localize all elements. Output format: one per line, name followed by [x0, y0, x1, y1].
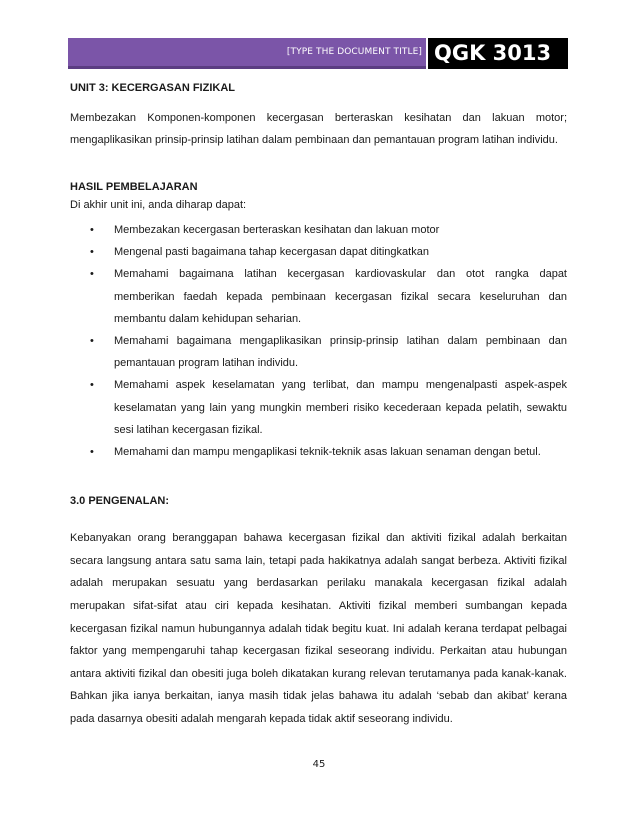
list-item: • Membezakan kecergasan berteraskan kesihatan dan lakuan motor: [70, 219, 567, 241]
unit-heading: UNIT 3: KECERGASAN FIZIKAL: [70, 82, 235, 94]
header-title-band: [68, 38, 426, 69]
intro-heading: 3.0 PENGENALAN:: [70, 495, 170, 508]
list-item: • Memahami dan mampu mengaplikasi teknik-teknik asas lakuan senaman dengan betul.: [70, 441, 567, 463]
outcomes-heading: HASIL PEMBELAJARAN: [70, 181, 198, 193]
outcomes-list: [70, 219, 567, 463]
outcomes-intro: Di akhir unit ini, anda diharap dapat:: [70, 199, 247, 211]
spacer: [70, 151, 567, 181]
list-item: • Mengenal pasti bagaimana tahap kecergasan dapat ditingkatkan: [70, 241, 567, 263]
list-item: • Memahami bagaimana mengaplikasikan prinsip-prinsip latihan dalam pembinaan dan pemantauan program latihan individu.: [70, 330, 567, 374]
course-code: QGK 3013: [428, 38, 568, 69]
document-title-placeholder: [TYPE THE DOCUMENT TITLE]: [286, 47, 422, 57]
page-body: [70, 82, 567, 731]
intro-body: Kebanyakan orang beranggapan bahawa kecergasan fizikal dan aktiviti fizikal adalah berkaitan secara langsung antara satu sama lain, tetapi pada hakikatnya adalah sangat berbeza. Aktiviti fizikal adalah merupakan sesuatu yang berdasarkan perilaku manakala kecergasan fizikal adalah merupakan sifat-sifat atau ciri kepada kesihatan. Aktiviti fizikal memberi sumbangan kepada kecergasan fizikal namun hubungannya adalah tidak begitu kuat. Ini adalah kerana terdapat pelbagai faktor yang mempengaruhi tahap kecergasan fizikal seseorang individu. Perkaitan atau hubungan antara aktiviti fizikal dan obesiti juga boleh dikatakan kurang relevan terutamanya pada kanak-kanak. Bahkan jika ianya berkaitan, ianya masih tidak jelas bahawa itu adalah ‘sebab dan akibat’ kerana pada dasarnya obesiti adalah mengarah kepada tidak aktif seseorang individu.: [70, 532, 567, 725]
list-item: • Memahami bagaimana latihan kecergasan kardiovaskular dan otot rangka dapat memberikan faedah kepada pembinaan kecergasan fizikal secara keseluruhan dan membantu dalam kehidupan seharian.: [70, 263, 567, 330]
page-header: [68, 38, 568, 69]
unit-summary: Membezakan Komponen-komponen kecergasan berteraskan kesihatan dan lakuan motor; mengaplikasikan prinsip-prinsip latihan dalam pembinaan dan pemantauan program latihan individu.: [70, 112, 567, 146]
list-item: • Memahami aspek keselamatan yang terlibat, dan mampu mengenalpasti aspek-aspek keselamatan yang lain yang mungkin memberi risiko kecederaan kepada pelatih, sewaktu sesi latihan kecergasan fizikal.: [70, 374, 567, 441]
page-number: 45: [312, 759, 326, 770]
spacer: [70, 463, 567, 495]
